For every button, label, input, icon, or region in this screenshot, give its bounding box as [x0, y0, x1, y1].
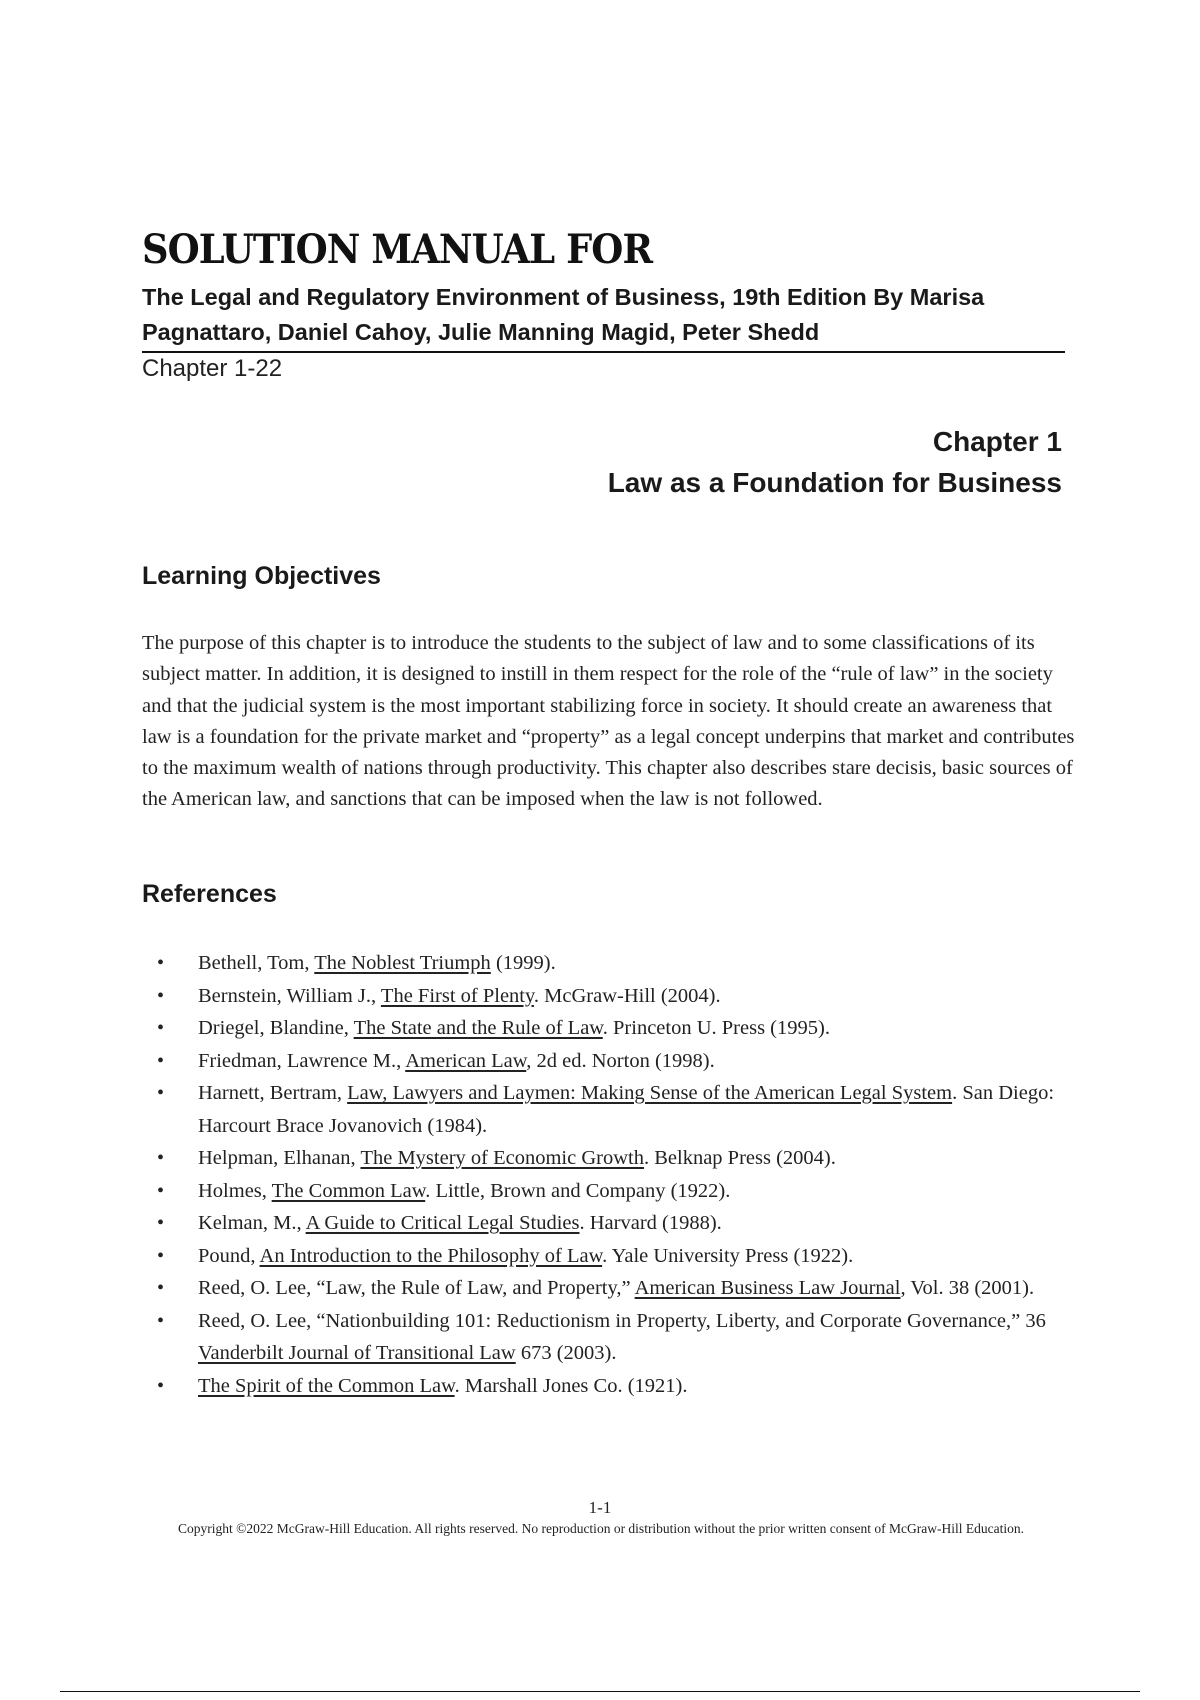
title-divider — [142, 351, 1065, 353]
reference-title: A Guide to Critical Legal Studies — [305, 1212, 580, 1234]
bullet-icon: • — [157, 1179, 165, 1202]
learning-objectives-text: The purpose of this chapter is to introduce the students to the subject of law and to some classifications of its subject matter. In addition, it is designed to instill in them respect for the role of the “rule of law” in the society and that the judicial system is the most important stabilizing force in society. It should create an awareness that law is a foundation for the private market and “property” as a legal concept underpins that market and contributes to the maximum wealth of nations through productivity. This chapter also describes stare decisis, basic sources of the American law, and sanctions that can be imposed when the law is not followed. — [142, 632, 1075, 811]
references-list — [157, 947, 1082, 1402]
references-heading: References — [142, 880, 277, 908]
bullet-icon: • — [157, 1277, 165, 1299]
chapter-title: Law as a Foundation for Business — [607, 467, 1062, 498]
reference-title: Vanderbilt Journal of Transitional Law — [198, 1342, 516, 1364]
bullet-icon: • — [157, 1212, 165, 1234]
bullet-icon: • — [157, 984, 165, 1007]
reference-title: The First of Plenty — [380, 984, 534, 1007]
learning-objectives-heading: Learning Objectives — [142, 562, 381, 590]
chapter-number: Chapter 1 — [932, 426, 1062, 457]
book-title: The Legal and Regulatory Environment of Business, 19th Edition By Marisa Pagnattaro, Daniel Cahoy, Julie Manning Magid, Peter Shedd — [142, 284, 985, 345]
reference-item: • Harnett, Bertram, Law, Lawyers and Laymen: Making Sense of the American Legal System. San Diego: Harcourt Brace Jovanovich (1984). — [157, 1077, 1082, 1142]
page-number: 1-1 — [588, 1498, 612, 1517]
bullet-icon: • — [157, 1309, 165, 1332]
reference-item: • Helpman, Elhanan, The Mystery of Economic Growth. Belknap Press (2004). — [157, 1142, 1082, 1175]
reference-item: • The Spirit of the Common Law. Marshall Jones Co. (1921). — [157, 1370, 1082, 1403]
reference-title: American Law — [405, 1049, 527, 1072]
reference-title: American Business Law Journal — [634, 1277, 901, 1299]
bullet-icon: • — [157, 1244, 165, 1267]
reference-item: • Driegel, Blandine, The State and the Rule of Law. Princeton U. Press (1995). — [157, 1012, 1082, 1045]
reference-item: • Pound, An Introduction to the Philosophy of Law. Yale University Press (1922). — [157, 1240, 1082, 1273]
reference-item: • Bethell, Tom, The Noblest Triumph (1999). — [157, 947, 1082, 980]
reference-item: • Holmes, The Common Law. Little, Brown and Company (1922). — [157, 1175, 1082, 1208]
reference-title: The Spirit of the Common Law — [198, 1374, 455, 1397]
manual-title: SOLUTION MANUAL FOR — [142, 226, 653, 273]
bullet-icon: • — [157, 1017, 165, 1039]
reference-item: • Reed, O. Lee, “Law, the Rule of Law, and Property,” American Business Law Journal, Vol. 38 (2001). — [157, 1272, 1082, 1305]
reference-title: Law, Lawyers and Laymen: Making Sense of the American Legal System — [347, 1082, 953, 1104]
chapter-heading — [608, 421, 1062, 503]
reference-title: The Common Law — [271, 1179, 426, 1202]
bullet-icon: • — [157, 1049, 165, 1072]
reference-item: • Bernstein, William J., The First of Plenty. McGraw-Hill (2004). — [157, 980, 1082, 1013]
bullet-icon: • — [157, 1147, 165, 1169]
reference-item: • Friedman, Lawrence M., American Law, 2d ed. Norton (1998). — [157, 1045, 1082, 1078]
reference-title: An Introduction to the Philosophy of Law — [259, 1244, 603, 1267]
reference-title: The State and the Rule of Law — [353, 1017, 603, 1039]
reference-title: The Noblest Triumph — [314, 952, 491, 974]
reference-title: The Mystery of Economic Growth — [360, 1147, 644, 1169]
bullet-icon: • — [157, 952, 165, 974]
reference-item: • Reed, O. Lee, “Nationbuilding 101: Reductionism in Property, Liberty, and Corporate Governance,” 36 Vanderbilt Journal of Transitional Law 673 (2003). — [157, 1305, 1082, 1370]
copyright-notice: Copyright ©2022 McGraw-Hill Education. All rights reserved. No reproduction or distribution without the prior written consent of McGraw-Hill Education. — [178, 1521, 1024, 1536]
bullet-icon: • — [157, 1374, 165, 1397]
chapter-range: Chapter 1-22 — [142, 355, 283, 382]
reference-item: • Kelman, M., A Guide to Critical Legal Studies. Harvard (1988). — [157, 1207, 1082, 1240]
bullet-icon: • — [157, 1082, 165, 1104]
bottom-divider — [60, 1691, 1140, 1692]
